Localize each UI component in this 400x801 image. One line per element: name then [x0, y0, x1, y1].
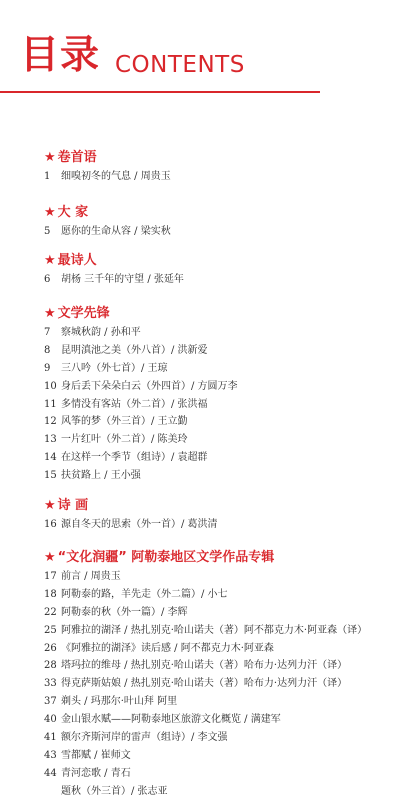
entry-page-number: 14 — [44, 452, 57, 464]
toc-entry — [44, 467, 394, 485]
toc-entry — [44, 413, 394, 431]
entry-page-number: 44 — [44, 767, 57, 779]
toc-entry — [44, 586, 394, 604]
star-icon: ★ — [44, 306, 56, 321]
entry-page-number: 33 — [44, 678, 57, 690]
entry-text: 得克萨斯姑娘 / 热扎别克·哈山诺夫（著）哈布力·达列力汗（译） — [61, 678, 348, 690]
entry-text: 前言 / 周贵玉 — [61, 571, 121, 582]
toc-entry — [44, 360, 394, 378]
entry-text: 阿勒泰的路，羊先走（外二篇）/ 小七 — [61, 588, 228, 600]
toc-section — [44, 548, 394, 801]
toc-entry — [44, 378, 394, 396]
entry-page-number: 17 — [44, 571, 57, 582]
entry-text: 额尔齐斯河岸的雷声（组诗）/ 李文强 — [61, 732, 228, 744]
toc-section — [44, 304, 394, 485]
toc-entry — [44, 675, 394, 693]
section-title — [44, 304, 394, 324]
entry-page-number: 10 — [44, 380, 57, 392]
star-icon: ★ — [44, 150, 56, 165]
entry-text: 一片红叶（外二首）/ 陈美玲 — [61, 434, 188, 446]
toc-entry — [44, 568, 394, 586]
toc-entry — [44, 711, 394, 729]
toc-entry — [44, 783, 394, 801]
toc-entry — [44, 604, 394, 622]
entry-text: 昆明滇池之美（外八首）/ 洪新爱 — [61, 344, 208, 356]
entry-text: 身后丢下朵朵白云（外四首）/ 方圆万李 — [61, 380, 238, 392]
toc-entry — [44, 693, 394, 711]
entry-page-number: 22 — [44, 606, 57, 618]
entry-text: 阿勒泰的秋（外一篇）/ 李辉 — [61, 606, 188, 618]
entry-text: 青河恋歌 / 青石 — [61, 767, 131, 779]
entry-text: 《阿雅拉的湖泽》读后感 / 阿不都克力木·阿亚森 — [61, 642, 274, 654]
section-title-text: 卷首语 — [57, 150, 97, 165]
entry-text: 雪都赋 / 崔师文 — [61, 749, 131, 761]
entry-page-number: 8 — [44, 344, 51, 356]
toc-entry — [44, 168, 394, 186]
title-chinese: 目录 — [20, 33, 101, 78]
entry-text: 题秋（外三首）/ 张志亚 — [61, 785, 168, 797]
entry-text: 扶贫路上 / 王小强 — [61, 470, 141, 482]
header-rule — [0, 91, 320, 93]
entry-text: 细嗅初冬的气息 / 周贵玉 — [61, 171, 171, 182]
toc-entry — [44, 640, 394, 658]
entry-page-number: 41 — [44, 732, 57, 744]
section-title-text: 大 家 — [57, 205, 89, 220]
entry-text: 剃头 / 玛那尔·叶山拜 阿里 — [61, 696, 178, 708]
entry-page-number: 12 — [44, 416, 57, 428]
toc-entry — [44, 729, 394, 747]
entry-page-number: 18 — [44, 588, 57, 600]
toc-entry — [44, 431, 394, 449]
entry-text: 三八吟（外七首）/ 王琼 — [61, 362, 168, 374]
entry-page-number: 7 — [44, 327, 51, 338]
section-title-text: 最诗人 — [57, 253, 97, 268]
star-icon: ★ — [44, 550, 56, 565]
entry-page-number: 13 — [44, 434, 57, 446]
toc-entry — [44, 657, 394, 675]
entry-page-number: 16 — [44, 519, 57, 530]
section-title-text: 诗 画 — [57, 498, 89, 513]
entry-page-number: 6 — [44, 274, 51, 285]
entry-text: 阿雅拉的湖泽 / 热扎别克·哈山诺夫（著）阿不都克力木·阿亚森（译） — [61, 624, 368, 636]
section-title — [44, 496, 394, 516]
section-title-text: 文学先锋 — [57, 306, 110, 321]
entry-page-number: 25 — [44, 624, 57, 636]
section-title — [44, 548, 394, 568]
toc-entry — [44, 271, 394, 289]
toc-entry — [44, 342, 394, 360]
entry-page-number: 40 — [44, 714, 57, 726]
entry-page-number: 37 — [44, 696, 57, 708]
toc-section — [44, 251, 394, 289]
entry-page-number: 5 — [44, 226, 51, 237]
toc-entry — [44, 396, 394, 414]
page-header — [0, 0, 400, 100]
toc-entry — [44, 223, 394, 241]
entry-page-number: 15 — [44, 470, 57, 482]
entry-text: 在这样一个季节（组诗）/ 袁超群 — [61, 452, 208, 464]
entry-text: 愿你的生命从容 / 梁实秋 — [61, 226, 171, 237]
toc-entry — [44, 324, 394, 342]
star-icon: ★ — [44, 205, 56, 220]
toc-section — [44, 203, 394, 241]
entry-text: 塔玛拉的维母 / 热扎别克·哈山诺夫（著）哈布力·达列力汗（译） — [61, 660, 348, 672]
entry-text: 察城秋韵 / 孙和平 — [61, 327, 141, 338]
entry-page-number: 9 — [44, 362, 51, 374]
section-title — [44, 203, 394, 223]
entry-text: 源自冬天的思索（外一首）/ 葛洪清 — [61, 519, 218, 530]
section-title — [44, 251, 394, 271]
star-icon: ★ — [44, 253, 56, 268]
toc-section — [44, 496, 394, 534]
entry-text: 胡杨 三千年的守望 / 张延年 — [61, 274, 184, 285]
entry-page-number: 1 — [44, 171, 51, 182]
toc-entry — [44, 747, 394, 765]
entry-page-number: 28 — [44, 660, 57, 672]
entry-page-number: 26 — [44, 642, 57, 654]
entry-text: 金山银水赋——阿勒泰地区旅游文化概览 / 满建军 — [61, 714, 281, 726]
toc-section — [44, 148, 394, 186]
section-title-text: “文化润疆” 阿勒泰地区文学作品专辑 — [57, 550, 275, 565]
entry-text: 多情没有客站（外二首）/ 张洪福 — [61, 398, 208, 410]
entry-page-number: 11 — [44, 398, 57, 410]
toc-entry — [44, 765, 394, 783]
title-english: CONTENTS — [115, 52, 245, 78]
toc-entry — [44, 516, 394, 534]
toc-entry — [44, 449, 394, 467]
entry-page-number: 43 — [44, 749, 57, 761]
section-title — [44, 148, 394, 168]
star-icon: ★ — [44, 498, 56, 513]
entry-text: 风筝的梦（外三首）/ 王立勤 — [61, 416, 188, 428]
toc-entry — [44, 622, 394, 640]
